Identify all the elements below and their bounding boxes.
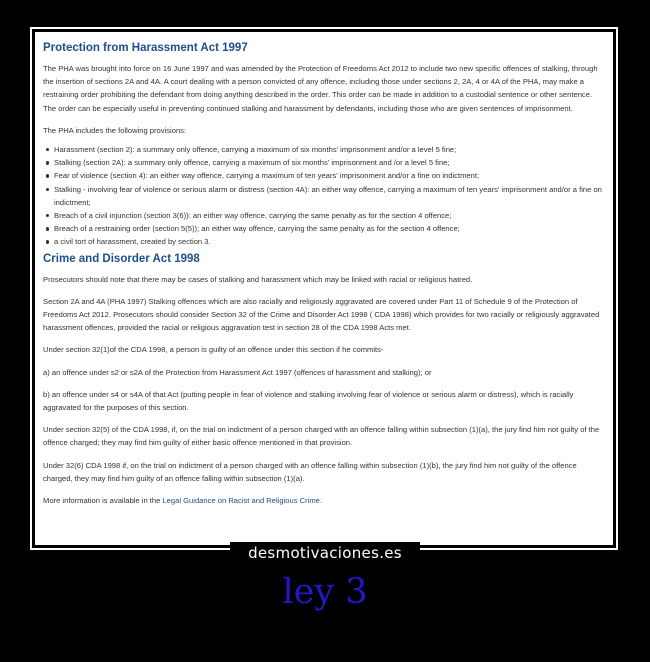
document-panel	[35, 32, 613, 545]
brand-banner	[230, 542, 420, 564]
heading-pha: Protection from Harassment Act 1997	[43, 42, 248, 54]
cda-paragraph: Prosecutors should note that there may be cases of stalking and harassment which may be linked with racial or religious hatred.	[43, 274, 473, 284]
cda-paragraph: Under section 32(5) of the CDA 1998, if, on the trial on indictment of a person charged with an offence falling within subsection (1)(a), the jury find him not guilty of the offence charged; they may find him guilty of either basic offence mentioned in that provision.	[43, 425, 600, 448]
more-info-suffix: .	[319, 496, 323, 506]
cda-paragraph: Under 32(6) CDA 1998 if, on the trial on indictment of a person charged with an offence falling within subsection (1)(b), the jury find him not guilty of the offence charged, they may find him guilty of an offence falling within subsection (1)(a).	[43, 460, 577, 483]
list-item: a civil tort of harassment, created by section 3.	[54, 235, 606, 248]
brand-watermark: desmotivaciones.es	[248, 544, 402, 562]
pha-intro-paragraph: The PHA was brought into force on 16 June 1997 and was amended by the Protection of Freedoms Act 2012 to include two new specific offences of stalking, through the insertion of sections 2A and 4A. A court dealing with a person convicted of any offence, including those under sections 2, 2A, 4 or 4A of the PHA, may make a restraining order prohibiting the defendant from doing anything described in the order. This order can be made in addition to a custodial sentence or other sentence. The order can be especially useful in preventing continued stalking and harassment by defendants, including those who are given sentences of imprisonment.	[43, 64, 598, 113]
cda-paragraph: Section 2A and 4A (PHA 1997) Stalking offences which are also racially and religiously aggravated are covered under Part 11 of Schedule 9 of the Protection of Freedoms Act 2012. Prosecutors should consider Section 32 of the Crime and Disorder Act 1998 ( CDA 1998) which provides for two racially or religiously aggravated harassment offences, provided the racial or religious aggravation test in section 28 of the CDA 1998 Acts met.	[43, 296, 600, 333]
provisions-intro: The PHA includes the following provisions:	[43, 125, 187, 135]
cda-paragraph: a) an offence under s2 or s2A of the Protection from Harassment Act 1997 (offences of harassment and stalking); or	[43, 367, 432, 377]
provisions-list	[43, 143, 606, 249]
list-item: Stalking (section 2A): a summary only offence, carrying a maximum of six months' imprisonment and /or a level 5 fine;	[54, 156, 606, 169]
poster-frame	[30, 27, 618, 550]
list-item: Harassment (section 2): a summary only offence, carrying a maximum of six months' imprisonment and/or a level 5 fine;	[54, 143, 606, 156]
legal-guidance-link[interactable]: Legal Guidance on Racist and Religious Crime	[162, 496, 320, 506]
poster-caption: ley 3	[282, 572, 368, 612]
list-item: Stalking - involving fear of violence or serious alarm or distress (section 4A): an either way offence, carrying a maximum of ten years' imprisonment and/or a fine on indictment;	[54, 183, 606, 209]
list-item: Breach of a civil injunction (section 3(6)): an either way offence, carrying the same penalty as for the section 4 offence;	[54, 209, 606, 222]
heading-cda: Crime and Disorder Act 1998	[43, 252, 200, 265]
list-item: Breach of a restraining order (section 5(5)); an either way offence, carrying the same penalty as for the section 4 offence;	[54, 222, 606, 235]
list-item: Fear of violence (section 4): an either way offence, carrying a maximum of ten years' imprisonment and/or a fine on indictment;	[54, 169, 606, 182]
cda-paragraph: Under section 32(1)of the CDA 1998, a person is guilty of an offence under this section if he commits-	[43, 345, 384, 355]
more-info-prefix: More information is available in the	[43, 496, 163, 506]
cda-paragraph: b) an offence under s4 or s4A of that Act (putting people in fear of violence and stalking involving fear of violence or serious alarm or distress), which is racially aggravated for the purposes of this section.	[43, 389, 574, 413]
more-info-paragraph	[43, 494, 606, 507]
